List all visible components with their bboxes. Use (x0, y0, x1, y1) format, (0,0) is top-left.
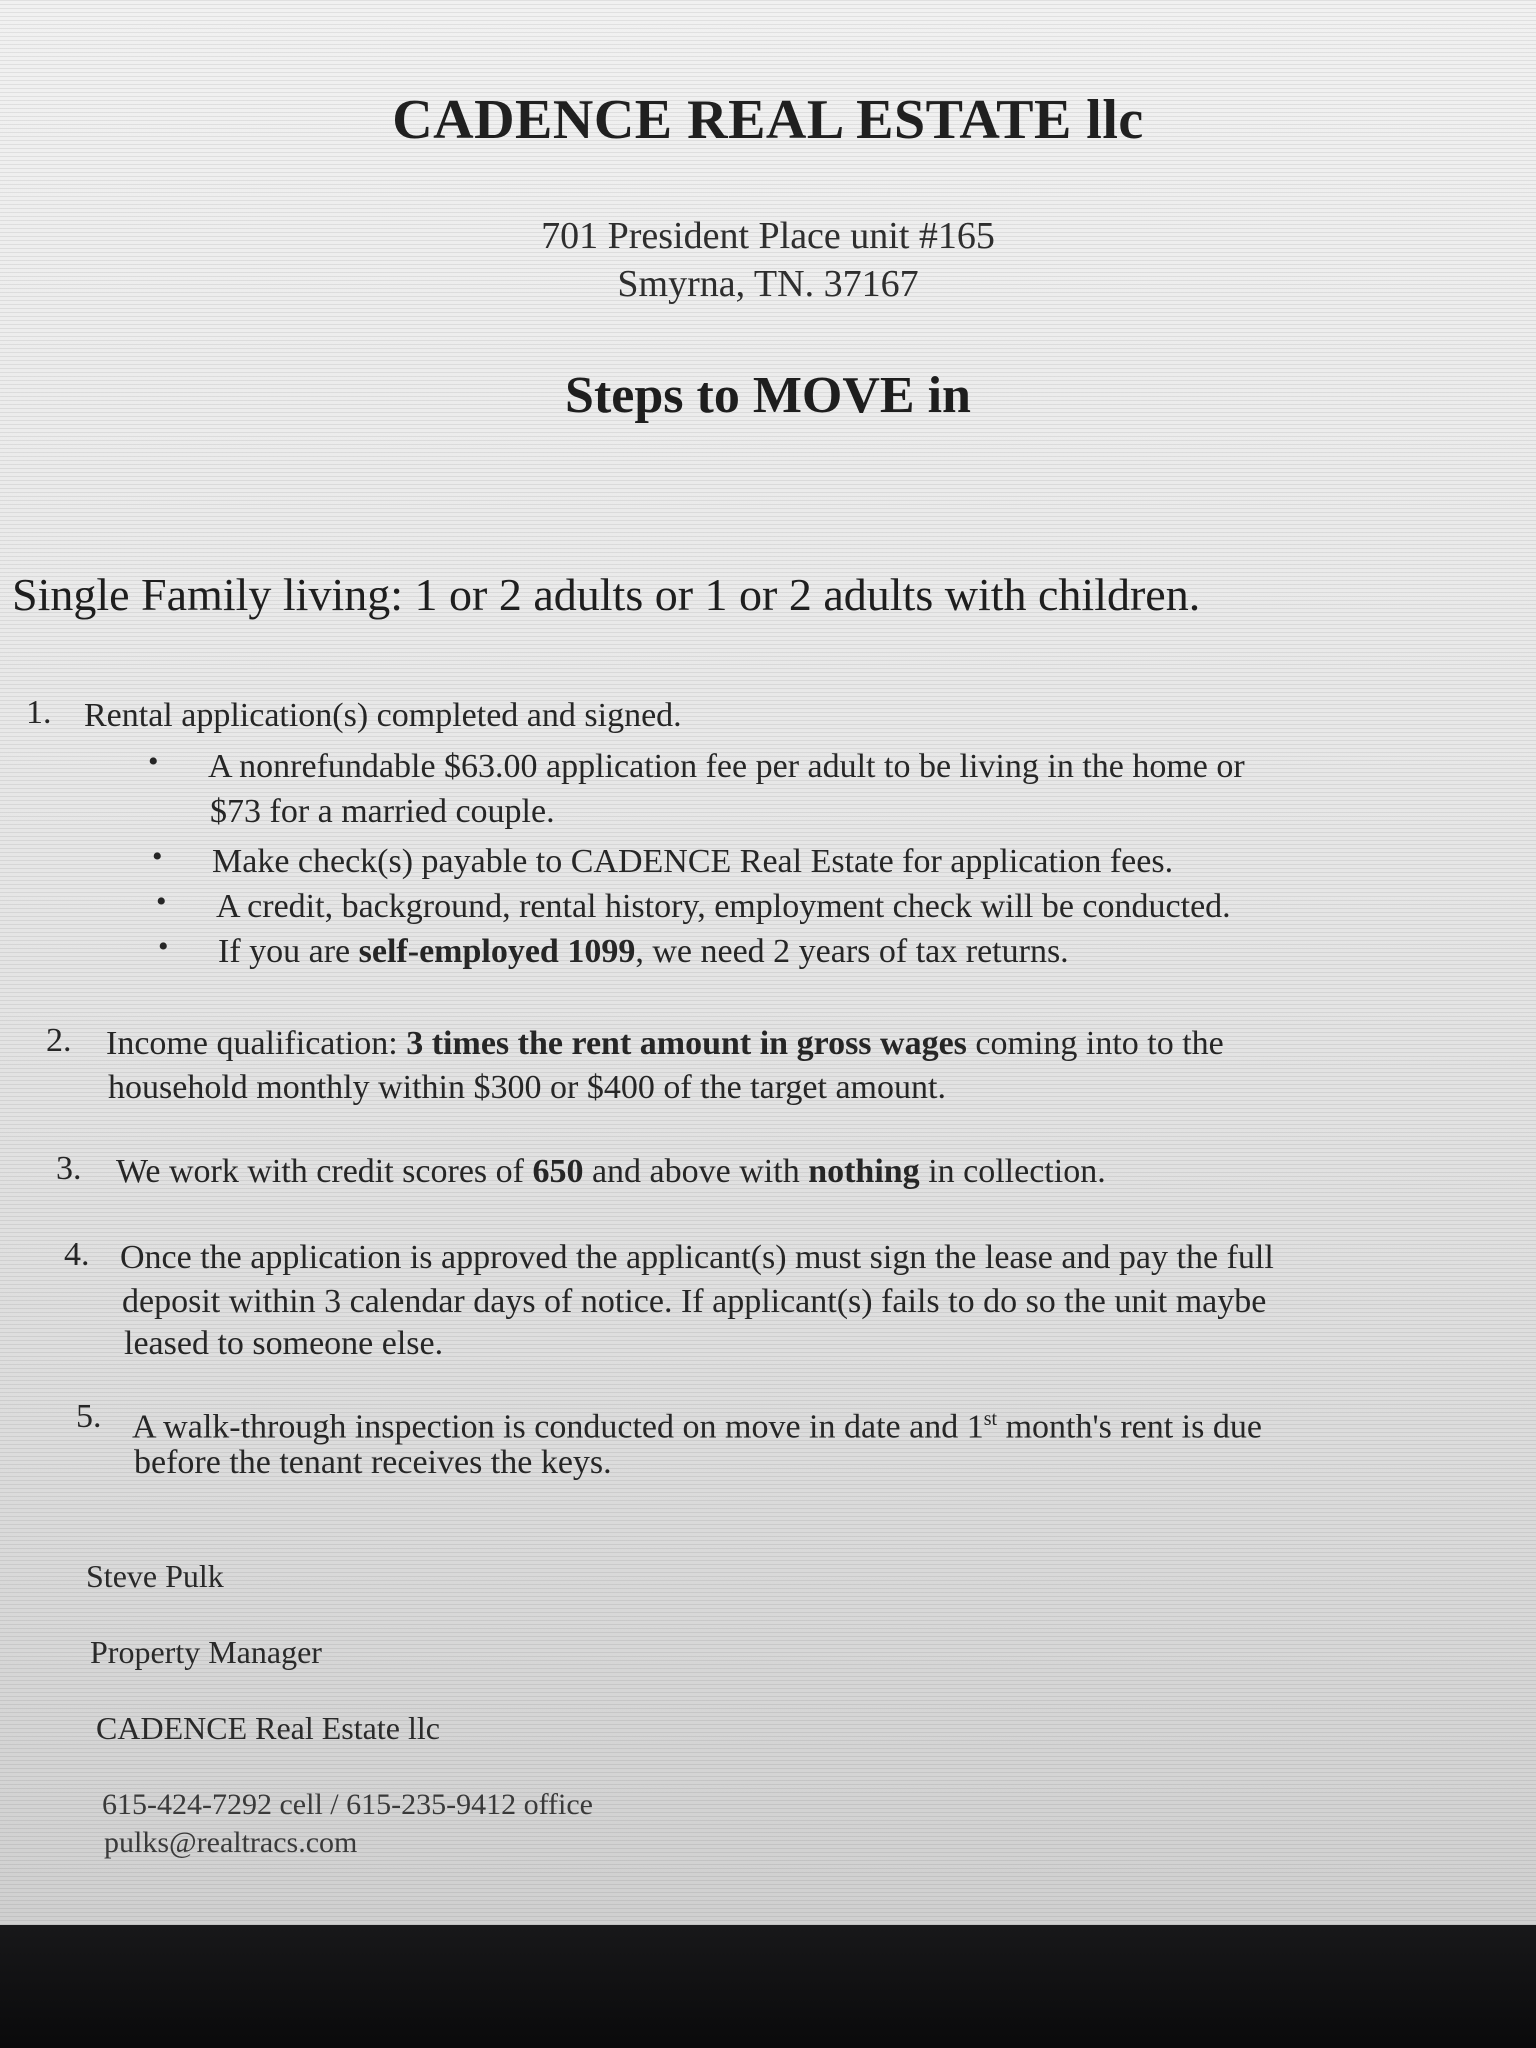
step-2-line-2: household monthly within $300 or $400 of the target amount. (108, 1069, 946, 1106)
step-4-number: 4. (64, 1236, 90, 1273)
step-1-number: 1. (26, 694, 52, 731)
signature-email: pulks@realtracs.com (104, 1826, 358, 1859)
step-1-text: Rental application(s) completed and signed. (84, 697, 682, 734)
step-3-text: We work with credit scores of 650 and above with nothing in collection. (116, 1153, 1106, 1190)
step-3-number: 3. (56, 1150, 82, 1187)
step-1-bullet-3: A credit, background, rental history, employment check will be conducted. (216, 888, 1231, 925)
step-5-number: 5. (76, 1398, 102, 1435)
signature-role: Property Manager (90, 1634, 322, 1670)
step-2-line-1: Income qualification: 3 times the rent amount in gross wages coming into to the (106, 1025, 1224, 1062)
address-line-2: Smyrna, TN. 37167 (617, 263, 919, 305)
signature-name: Steve Pulk (86, 1558, 224, 1594)
step-1-bullet-2: Make check(s) payable to CADENCE Real Estate for application fees. (212, 843, 1174, 880)
monitor-bezel (0, 1925, 1536, 2048)
step-5-line-2: before the tenant receives the keys. (134, 1444, 612, 1481)
bullet-icon: • (158, 930, 169, 963)
bullet-icon: • (156, 885, 167, 918)
address-line-1: 701 President Place unit #165 (541, 215, 995, 257)
page-title: Steps to MOVE in (565, 367, 971, 424)
step-1-bullet-1-line-2: $73 for a married couple. (210, 793, 555, 830)
step-4-line-3: leased to someone else. (124, 1325, 444, 1362)
step-4-line-1: Once the application is approved the applicant(s) must sign the lease and pay the full (120, 1239, 1274, 1276)
signature-company: CADENCE Real Estate llc (96, 1710, 440, 1746)
signature-phone: 615-424-7292 cell / 615-235-9412 office (102, 1788, 594, 1821)
step-5-line-1: A walk-through inspection is conducted on move in date and 1st month's rent is due (132, 1408, 1262, 1446)
step-2-number: 2. (46, 1022, 72, 1059)
step-1-bullet-4: If you are self-employed 1099, we need 2 years of tax returns. (218, 933, 1069, 970)
company-name: CADENCE REAL ESTATE llc (392, 89, 1144, 151)
bullet-icon: • (148, 745, 159, 778)
bullet-icon: • (152, 840, 163, 873)
intro-line: Single Family living: 1 or 2 adults or 1 or 2 adults with children. (12, 569, 1201, 620)
step-4-line-2: deposit within 3 calendar days of notice. If applicant(s) fails to do so the unit maybe (122, 1283, 1267, 1320)
step-1-bullet-1-line-1: A nonrefundable $63.00 application fee per adult to be living in the home or (208, 748, 1245, 785)
